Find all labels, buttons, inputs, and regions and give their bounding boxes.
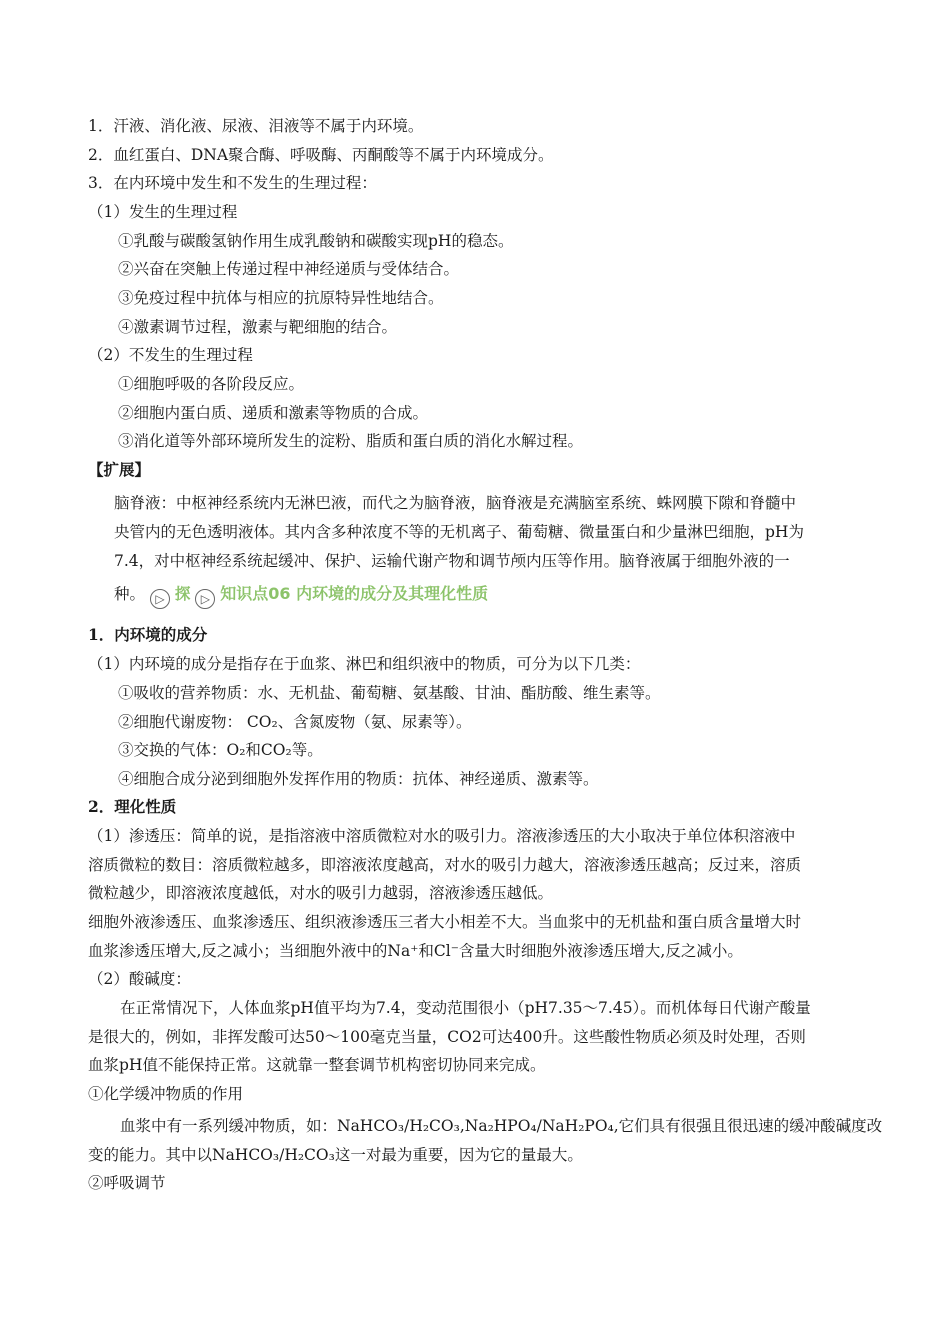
osmotic-line: 细胞外液渗透压、血浆渗透压、组织液渗透压三者大小相差不大。当血浆中的无机盐和蛋白质含量增大时 — [88, 913, 802, 931]
extension-line: 种。 — [114, 585, 146, 603]
extension-line: 央管内的无色透明液体。其内含多种浓度不等的无机离子、葡萄糖、微量蛋白和少量淋巴细胞，pH为 — [114, 523, 804, 541]
osmotic-line: （1）渗透压：简单的说，是指溶液中溶质微粒对水的吸引力。溶液渗透压的大小取决于单位体积溶液中 — [88, 827, 796, 845]
extension-line: 7.4，对中枢神经系统起缓冲、保护、运输代谢产物和调节颅内压等作用。脑脊液属于细胞外液的一 — [114, 552, 790, 570]
respiration-heading: ②呼吸调节 — [88, 1174, 166, 1192]
section1-item: ②细胞代谢废物： CO₂、含氮废物（氨、尿素等）。 — [118, 713, 472, 731]
acidity-heading: （2）酸碱度： — [88, 970, 191, 988]
arrow-circle-icon: ▷ — [195, 589, 215, 609]
not-occurs-heading: （2）不发生的生理过程 — [88, 346, 253, 364]
arrow-circle-icon: ▷ — [150, 589, 170, 609]
section1-heading: 1．内环境的成分 — [88, 625, 208, 644]
acidity-line: 在正常情况下，人体血浆pH值平均为7.4，变动范围很小（pH7.35～7.45）。而机体每日代谢产酸量 — [120, 999, 811, 1017]
osmotic-line: 血浆渗透压增大,反之减小；当细胞外液中的Na⁺和Cl⁻含量大时细胞外液渗透压增大,反之减小。 — [88, 942, 743, 960]
buffer-line: 血浆中有一系列缓冲物质，如：NaHCO₃/H₂CO₃,Na₂HPO₄/NaH₂PO₄,它们具有很强且很迅速的缓冲酸碱度改 — [120, 1117, 883, 1135]
extension-last-line — [114, 583, 488, 609]
not-occurs-item: ③消化道等外部环境所发生的淀粉、脂质和蛋白质的消化水解过程。 — [118, 432, 584, 450]
osmotic-line: 微粒越少，即溶液浓度越低，对水的吸引力越弱，溶液渗透压越低。 — [88, 884, 554, 902]
occurs-heading: （1）发生的生理过程 — [88, 203, 238, 221]
section1-item: ④细胞合成分泌到细胞外发挥作用的物质：抗体、神经递质、激素等。 — [118, 770, 599, 788]
occurs-item: ④激素调节过程，激素与靶细胞的结合。 — [118, 318, 398, 336]
occurs-item: ②兴奋在突触上传递过程中神经递质与受体结合。 — [118, 260, 460, 278]
not-occurs-item: ①细胞呼吸的各阶段反应。 — [118, 375, 305, 393]
section2-heading: 2．理化性质 — [88, 797, 177, 816]
section1-item: ①吸收的营养物质：水、无机盐、葡萄糖、氨基酸、甘油、酯肪酸、维生素等。 — [118, 684, 661, 702]
knowledge-point-title: 知识点06 内环境的成分及其理化性质 — [220, 584, 489, 603]
note-3: 3．在内环境中发生和不发生的生理过程： — [88, 174, 377, 192]
buffer-line: 变的能力。其中以NaHCO₃/H₂CO₃这一对最为重要，因为它的量最大。 — [88, 1146, 583, 1164]
osmotic-line: 溶质微粒的数目：溶质微粒越多，即溶液浓度越高，对水的吸引力越大，溶液渗透压越高；反过来，溶质 — [88, 856, 802, 874]
extension-line: 脑脊液：中枢神经系统内无淋巴液，而代之为脑脊液，脑脊液是充满脑室系统、蛛网膜下隙和脊髓中 — [114, 494, 797, 512]
occurs-item: ①乳酸与碳酸氢钠作用生成乳酸钠和碳酸实现pH的稳态。 — [118, 232, 514, 250]
occurs-item: ③免疫过程中抗体与相应的抗原特异性地结合。 — [118, 289, 444, 307]
acidity-line: 血浆pH值不能保持正常。这就靠一整套调节机构密切协同来完成。 — [88, 1056, 546, 1074]
not-occurs-item: ②细胞内蛋白质、递质和激素等物质的合成。 — [118, 404, 429, 422]
acidity-line: 是很大的，例如，非挥发酸可达50～100毫克当量，CO2可达400升。这些酸性物质必须及时处理，否则 — [88, 1028, 806, 1046]
note-2: 2．血红蛋白、DNA聚合酶、呼吸酶、丙酮酸等不属于内环境成分。 — [88, 146, 554, 164]
section1-item: ③交换的气体：O₂和CO₂等。 — [118, 741, 323, 759]
buffer-heading: ①化学缓冲物质的作用 — [88, 1085, 244, 1103]
extension-label: 【扩展】 — [88, 460, 151, 479]
knowledge-point-prefix: 探 — [174, 585, 191, 603]
section1-intro: （1）内环境的成分是指存在于血浆、淋巴和组织液中的物质，可分为以下几类： — [88, 655, 641, 673]
note-1: 1．汗液、消化液、尿液、泪液等不属于内环境。 — [88, 117, 424, 135]
